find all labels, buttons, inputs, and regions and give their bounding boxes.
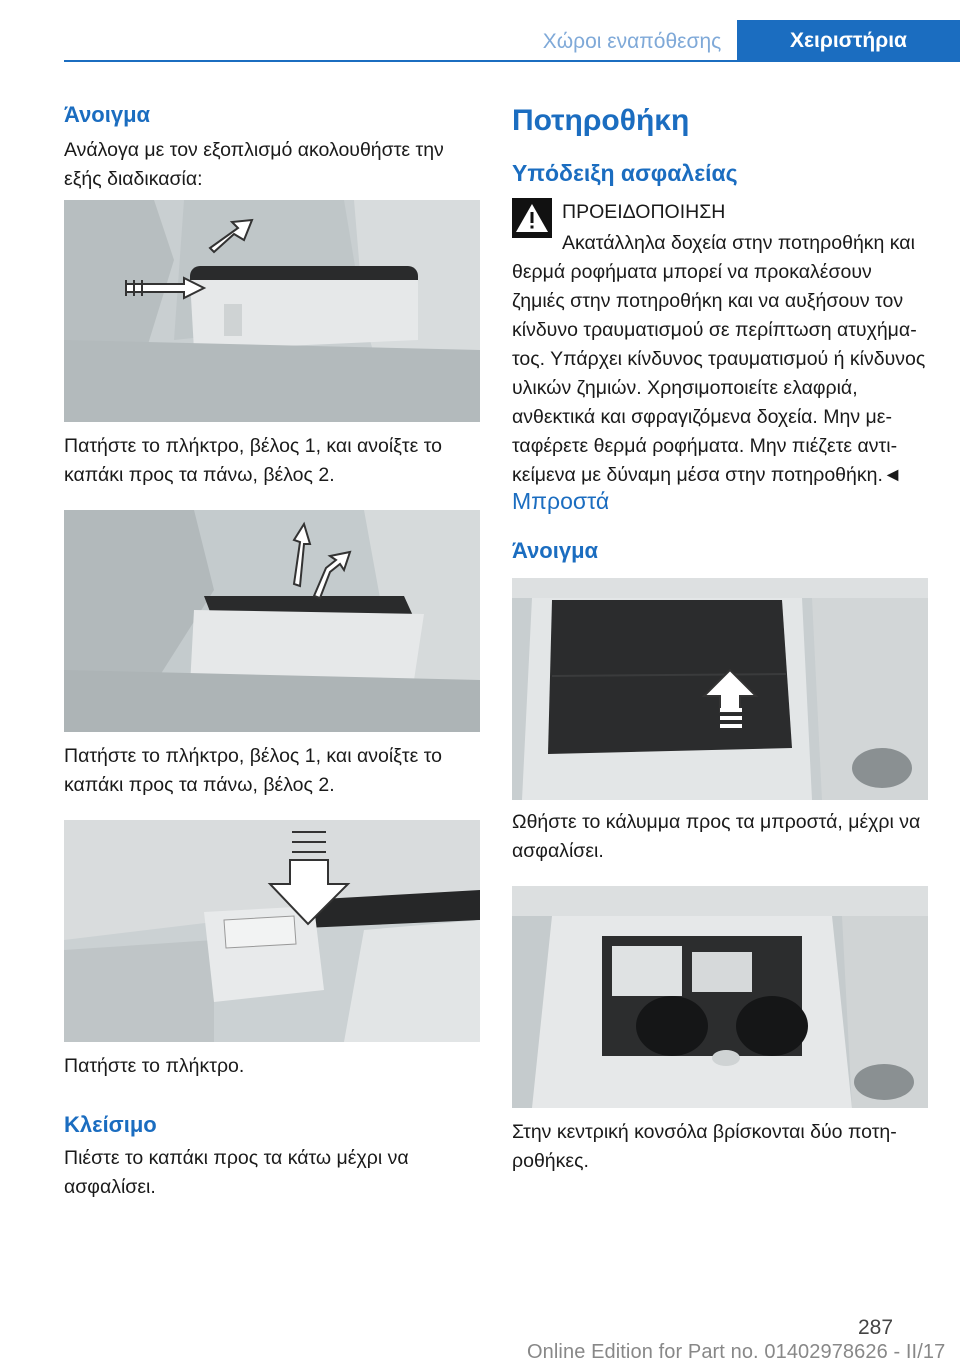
warning-text: Ακατάλληλα δοχεία στην ποτηροθήκη και θερμά ροφήματα μπορεί να προκαλέσουν ζημιές στην ποτηροθήκη και να αυξήσουν τον κίνδυνο τραυματισμού σε περίπτωση ατυχήματος. Υπάρχει κίνδυνος τραυματισμού ή κίνδυνος υλικών ζημιών. Χρησιμοποιείτε ελαφριά, ανθεκτικά και σφραγιζόμενα δοχεία. Μην μεταφέρετε θερμά ροφήματα. Μην πιέζετε αντικείμενα με δύναμη μέσα στην ποτηροθήκη.◄	[512, 232, 926, 486]
left-column	[64, 102, 484, 194]
front-caption-2: Στην κεντρική κονσόλα βρίσκονται δύο ποτηροθήκες.	[512, 1121, 897, 1172]
closing-text: Πιέστε το καπάκι προς τα κάτω μέχρι να ασφαλίσει.	[64, 1147, 409, 1198]
figure-console-cover	[512, 578, 928, 800]
edition-note: Online Edition for Part no. 01402978626 - II/17	[527, 1341, 946, 1363]
closing-section	[64, 1112, 484, 1202]
page-header	[0, 20, 960, 62]
caption-2: Πατήστε το πλήκτρο, βέλος 1, και ανοίξτε το καπάκι προς τα πάνω, βέλος 2.	[64, 745, 442, 796]
front-caption-1: Ωθήστε το κάλυμμα προς τα μπροστά, μέχρι να ασφαλίσει.	[512, 811, 921, 862]
figure-cupholders	[512, 886, 928, 1108]
warning-label: ΠΡΟΕΙΔΟΠΟΙΗΣΗ	[562, 201, 726, 223]
chapter-tab[interactable]: Χειριστήρια	[737, 20, 960, 62]
right-column	[512, 104, 928, 138]
cupholder-title: Ποτηροθήκη	[512, 104, 690, 137]
caption-1: Πατήστε το πλήκτρο, βέλος 1, και ανοίξτε το καπάκι προς τα πάνω, βέλος 2.	[64, 435, 442, 486]
closing-heading: Κλείσιμο	[64, 1112, 157, 1137]
warning-icon	[512, 198, 552, 238]
header-rule	[64, 60, 960, 62]
front-heading: Μπροστά	[512, 488, 610, 514]
section-tab[interactable]: Χώροι εναπόθεσης	[542, 30, 722, 53]
opening-heading: Άνοιγμα	[64, 102, 151, 127]
safety-heading: Υπόδειξη ασφαλείας	[512, 160, 738, 186]
front-opening-heading: Άνοιγμα	[512, 538, 599, 563]
figure-armrest-2	[64, 510, 480, 732]
figure-armrest-1	[64, 200, 480, 422]
caption-3: Πατήστε το πλήκτρο.	[64, 1055, 245, 1077]
warning-box	[512, 198, 928, 490]
intro-text: Ανάλογα με τον εξοπλισμό ακολουθήστε την εξής διαδικασία:	[64, 139, 444, 190]
page-number: 287	[858, 1316, 894, 1339]
figure-armrest-3	[64, 820, 480, 1042]
